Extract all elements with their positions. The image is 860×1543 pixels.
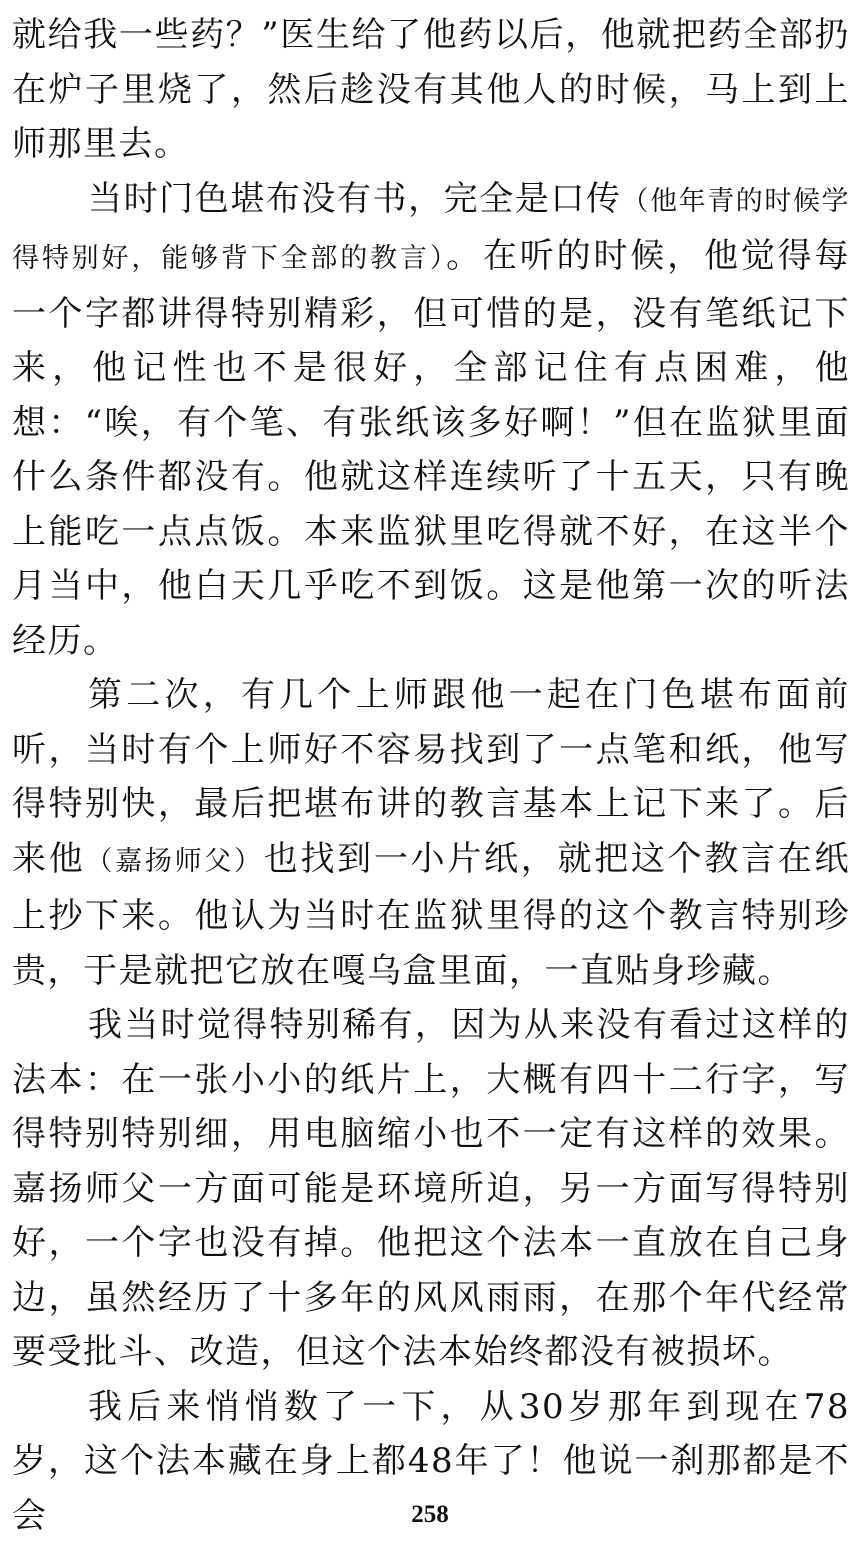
parenthetical-note: （他年青的时候学得特别好，能够背下全部的教言） [12, 186, 850, 275]
page-number: 258 [0, 1500, 860, 1530]
paragraph-text-start: 当时门色堪布没有书，完全是口传 [88, 179, 622, 219]
paragraph-counted-years: 我后来悄悄数了一下，从30岁那年到现在78岁，这个法本藏在身上都48年了！他说一刹那都是不会 [12, 1380, 850, 1543]
parenthetical-note: （嘉扬师父） [85, 846, 263, 877]
paragraph-oral-transmission [12, 172, 850, 669]
body-text [12, 8, 850, 1543]
paragraph-text-end: 也找到一小片纸，就把这个教言在纸上抄下来。他认为当时在监狱里得的这个教言特别珍贵，于是就把它放在嘎乌盒里面，一直贴身珍藏。 [12, 839, 850, 991]
paragraph-rare-text: 我当时觉得特别稀有，因为从来没有看过这样的法本：在一张小小的纸片上，大概有四十二行字，写得特别特别细，用电脑缩小也不一定有这样的效果。嘉扬师父一方面可能是环境所迫，另一方面写得特别好，一个字也没有掉。他把这个法本一直放在自己身边，虽然经历了十多年的风风雨雨，在那个年代经常要受批斗、改造，但这个法本始终都没有被损坏。 [12, 998, 850, 1380]
paragraph-second-time [12, 668, 850, 998]
paragraph-continued: 就给我一些药？”医生给了他药以后，他就把药全部扔在炉子里烧了，然后趁没有其他人的时候，马上到上师那里去。 [12, 8, 850, 172]
paragraph-text-start: 第二次，有几个上师跟他一起在门色堪布面前听，当时有个上师好不容易找到了一点笔和纸，他写得特别快，最后把堪布讲的教言基本上记下来了。后来他 [12, 675, 850, 879]
paragraph-text-end: 。在听的时候，他觉得每一个字都讲得特别精彩，但可惜的是，没有笔纸记下来，他记性也不是很好，全部记住有点困难，他想：“唉，有个笔、有张纸该多好啊！”但在监狱里面什么条件都没有。他就这样连续听了十五天，只有晚上能吃一点点饭。本来监狱里吃得就不好，在这半个月当中，他白天几乎吃不到饭。这是他第一次的听法经历。 [12, 236, 850, 661]
